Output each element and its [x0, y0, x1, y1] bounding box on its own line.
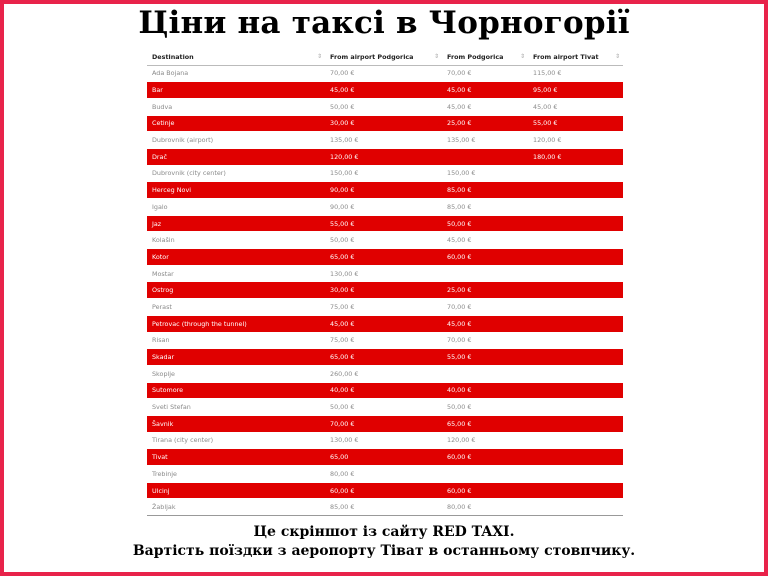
sort-icon[interactable]: ⇕: [519, 53, 525, 60]
table-row: [147, 415, 623, 432]
cell-from-airport-podgorica: 130,00 €: [325, 432, 442, 449]
cell-destination: Ada Bojana: [147, 65, 325, 82]
cell-from-podgorica: [442, 265, 528, 282]
table-row: [147, 382, 623, 399]
cell-from-airport-tivat: [528, 349, 623, 366]
cell-from-airport-podgorica: 30,00 €: [325, 282, 442, 299]
cell-from-airport-tivat: [528, 165, 623, 182]
column-header-label: From airport Podgorica: [330, 53, 414, 62]
cell-from-airport-tivat: [528, 415, 623, 432]
cell-from-podgorica: 45,00 €: [442, 82, 528, 99]
cell-from-airport-tivat: [528, 365, 623, 382]
cell-from-airport-tivat: [528, 466, 623, 483]
cell-from-airport-podgorica: 65,00 €: [325, 349, 442, 366]
cell-from-airport-podgorica: 30,00 €: [325, 115, 442, 132]
cell-from-airport-podgorica: 40,00 €: [325, 382, 442, 399]
cell-destination: Cetinje: [147, 115, 325, 132]
caption-source: Це скріншот із сайту RED TAXI.: [253, 524, 515, 540]
cell-from-airport-podgorica: 80,00 €: [325, 466, 442, 483]
table-row: [147, 98, 623, 115]
cell-destination: Tivat: [147, 449, 325, 466]
cell-from-podgorica: [442, 365, 528, 382]
table-row: [147, 65, 623, 82]
cell-from-airport-podgorica: 50,00 €: [325, 232, 442, 249]
cell-from-airport-tivat: [528, 332, 623, 349]
cell-from-podgorica: [442, 148, 528, 165]
cell-from-airport-podgorica: 60,00 €: [325, 482, 442, 499]
cell-destination: Skoplje: [147, 365, 325, 382]
cell-destination: Igalo: [147, 199, 325, 216]
table-header: [147, 50, 623, 65]
cell-from-airport-tivat: [528, 265, 623, 282]
cell-from-podgorica: [442, 466, 528, 483]
cell-destination: Petrovac (through the tunnel): [147, 315, 325, 332]
header-row: [147, 50, 623, 65]
table-row: [147, 265, 623, 282]
cell-from-airport-tivat: [528, 215, 623, 232]
cell-from-podgorica: 45,00 €: [442, 232, 528, 249]
table-row: [147, 282, 623, 299]
table-row: [147, 399, 623, 416]
cell-from-airport-podgorica: 75,00 €: [325, 299, 442, 316]
table-row: [147, 232, 623, 249]
cell-from-airport-podgorica: 70,00 €: [325, 415, 442, 432]
cell-destination: Sveti Stefan: [147, 399, 325, 416]
column-header-from-airport-podgorica[interactable]: [325, 50, 442, 65]
cell-destination: Perast: [147, 299, 325, 316]
cell-from-airport-tivat: 55,00 €: [528, 115, 623, 132]
cell-from-airport-tivat: 120,00 €: [528, 132, 623, 149]
caption-note: Вартість поїздки з аеропорту Тіват в останньому стовпчику.: [132, 543, 636, 559]
cell-destination: Šavnik: [147, 415, 325, 432]
table-row: [147, 115, 623, 132]
cell-from-airport-tivat: 95,00 €: [528, 82, 623, 99]
cell-from-airport-podgorica: 90,00 €: [325, 182, 442, 199]
table-row: [147, 466, 623, 483]
cell-destination: Ulcinj: [147, 482, 325, 499]
cell-from-podgorica: 25,00 €: [442, 282, 528, 299]
cell-destination: Herceg Novi: [147, 182, 325, 199]
cell-from-airport-tivat: [528, 449, 623, 466]
table-row: [147, 182, 623, 199]
cell-from-airport-tivat: [528, 299, 623, 316]
cell-from-podgorica: 50,00 €: [442, 215, 528, 232]
table-row: [147, 82, 623, 99]
cell-from-airport-podgorica: 85,00 €: [325, 499, 442, 516]
column-header-label: Destination: [152, 53, 194, 62]
cell-destination: Risan: [147, 332, 325, 349]
table-row: [147, 482, 623, 499]
cell-from-airport-tivat: [528, 382, 623, 399]
cell-from-podgorica: 60,00 €: [442, 249, 528, 266]
table-row: [147, 449, 623, 466]
column-header-destination[interactable]: [147, 50, 325, 65]
cell-from-podgorica: 50,00 €: [442, 399, 528, 416]
table-row: [147, 148, 623, 165]
cell-from-podgorica: 60,00 €: [442, 482, 528, 499]
cell-destination: Ostrog: [147, 282, 325, 299]
cell-from-podgorica: 55,00 €: [442, 349, 528, 366]
cell-from-airport-podgorica: 135,00 €: [325, 132, 442, 149]
cell-from-airport-podgorica: 50,00 €: [325, 399, 442, 416]
table-row: [147, 165, 623, 182]
cell-from-airport-podgorica: 150,00 €: [325, 165, 442, 182]
table-row: [147, 199, 623, 216]
sort-icon[interactable]: ⇕: [614, 53, 620, 60]
cell-from-airport-tivat: [528, 249, 623, 266]
table-row: [147, 332, 623, 349]
cell-from-podgorica: 120,00 €: [442, 432, 528, 449]
cell-from-podgorica: 65,00 €: [442, 415, 528, 432]
cell-from-airport-tivat: [528, 482, 623, 499]
page-title: Ціни на таксі в Чорногорії: [138, 5, 630, 41]
cell-from-podgorica: 45,00 €: [442, 315, 528, 332]
cell-destination: Trebinje: [147, 466, 325, 483]
price-table: [147, 50, 623, 516]
cell-from-airport-podgorica: 45,00 €: [325, 315, 442, 332]
cell-from-airport-tivat: 180,00 €: [528, 148, 623, 165]
price-table-container: [147, 50, 623, 516]
cell-destination: Budva: [147, 98, 325, 115]
cell-destination: Žabljak: [147, 499, 325, 516]
cell-from-airport-tivat: [528, 315, 623, 332]
cell-from-airport-tivat: 115,00 €: [528, 65, 623, 82]
cell-from-airport-podgorica: 50,00 €: [325, 98, 442, 115]
table-body: [147, 65, 623, 516]
cell-from-airport-podgorica: 55,00 €: [325, 215, 442, 232]
table-row: [147, 249, 623, 266]
cell-destination: Drač: [147, 148, 325, 165]
cell-from-airport-podgorica: 120,00 €: [325, 148, 442, 165]
cell-destination: Dubrovnik (airport): [147, 132, 325, 149]
cell-from-podgorica: 85,00 €: [442, 199, 528, 216]
cell-from-podgorica: 70,00 €: [442, 332, 528, 349]
cell-from-airport-tivat: [528, 199, 623, 216]
table-row: [147, 299, 623, 316]
table-row: [147, 365, 623, 382]
cell-destination: Tirana (city center): [147, 432, 325, 449]
cell-from-podgorica: 70,00 €: [442, 65, 528, 82]
cell-from-airport-tivat: [528, 232, 623, 249]
cell-from-airport-tivat: 45,00 €: [528, 98, 623, 115]
cell-from-airport-tivat: [528, 282, 623, 299]
cell-from-airport-podgorica: 45,00 €: [325, 82, 442, 99]
cell-from-airport-podgorica: 260,00 €: [325, 365, 442, 382]
cell-destination: Mostar: [147, 265, 325, 282]
cell-from-podgorica: 70,00 €: [442, 299, 528, 316]
cell-from-podgorica: 40,00 €: [442, 382, 528, 399]
table-row: [147, 349, 623, 366]
cell-destination: Dubrovnik (city center): [147, 165, 325, 182]
cell-from-airport-podgorica: 90,00 €: [325, 199, 442, 216]
sort-icon[interactable]: ⇕: [316, 53, 322, 60]
cell-destination: Skadar: [147, 349, 325, 366]
cell-from-airport-podgorica: 70,00 €: [325, 65, 442, 82]
cell-destination: Kotor: [147, 249, 325, 266]
cell-from-airport-podgorica: 65,00: [325, 449, 442, 466]
cell-from-airport-tivat: [528, 399, 623, 416]
image-frame: [4, 4, 764, 572]
column-header-label: From airport Tivat: [533, 53, 599, 62]
column-header-label: From Podgorica: [447, 53, 504, 62]
cell-from-podgorica: 80,00 €: [442, 499, 528, 516]
table-row: [147, 499, 623, 516]
cell-destination: Bar: [147, 82, 325, 99]
cell-from-airport-tivat: [528, 499, 623, 516]
cell-destination: Jaz: [147, 215, 325, 232]
cell-from-airport-podgorica: 75,00 €: [325, 332, 442, 349]
cell-from-airport-podgorica: 130,00 €: [325, 265, 442, 282]
cell-from-podgorica: 60,00 €: [442, 449, 528, 466]
table-row: [147, 132, 623, 149]
cell-destination: Kolašin: [147, 232, 325, 249]
sort-icon[interactable]: ⇕: [433, 53, 439, 60]
cell-from-podgorica: 85,00 €: [442, 182, 528, 199]
cell-from-airport-tivat: [528, 432, 623, 449]
table-row: [147, 315, 623, 332]
cell-from-airport-tivat: [528, 182, 623, 199]
cell-from-airport-podgorica: 65,00 €: [325, 249, 442, 266]
cell-from-podgorica: 135,00 €: [442, 132, 528, 149]
cell-from-podgorica: 45,00 €: [442, 98, 528, 115]
column-header-from-podgorica[interactable]: [442, 50, 528, 65]
cell-destination: Sutomore: [147, 382, 325, 399]
cell-from-podgorica: 25,00 €: [442, 115, 528, 132]
table-row: [147, 215, 623, 232]
table-row: [147, 432, 623, 449]
column-header-from-airport-tivat[interactable]: [528, 50, 623, 65]
cell-from-podgorica: 150,00 €: [442, 165, 528, 182]
